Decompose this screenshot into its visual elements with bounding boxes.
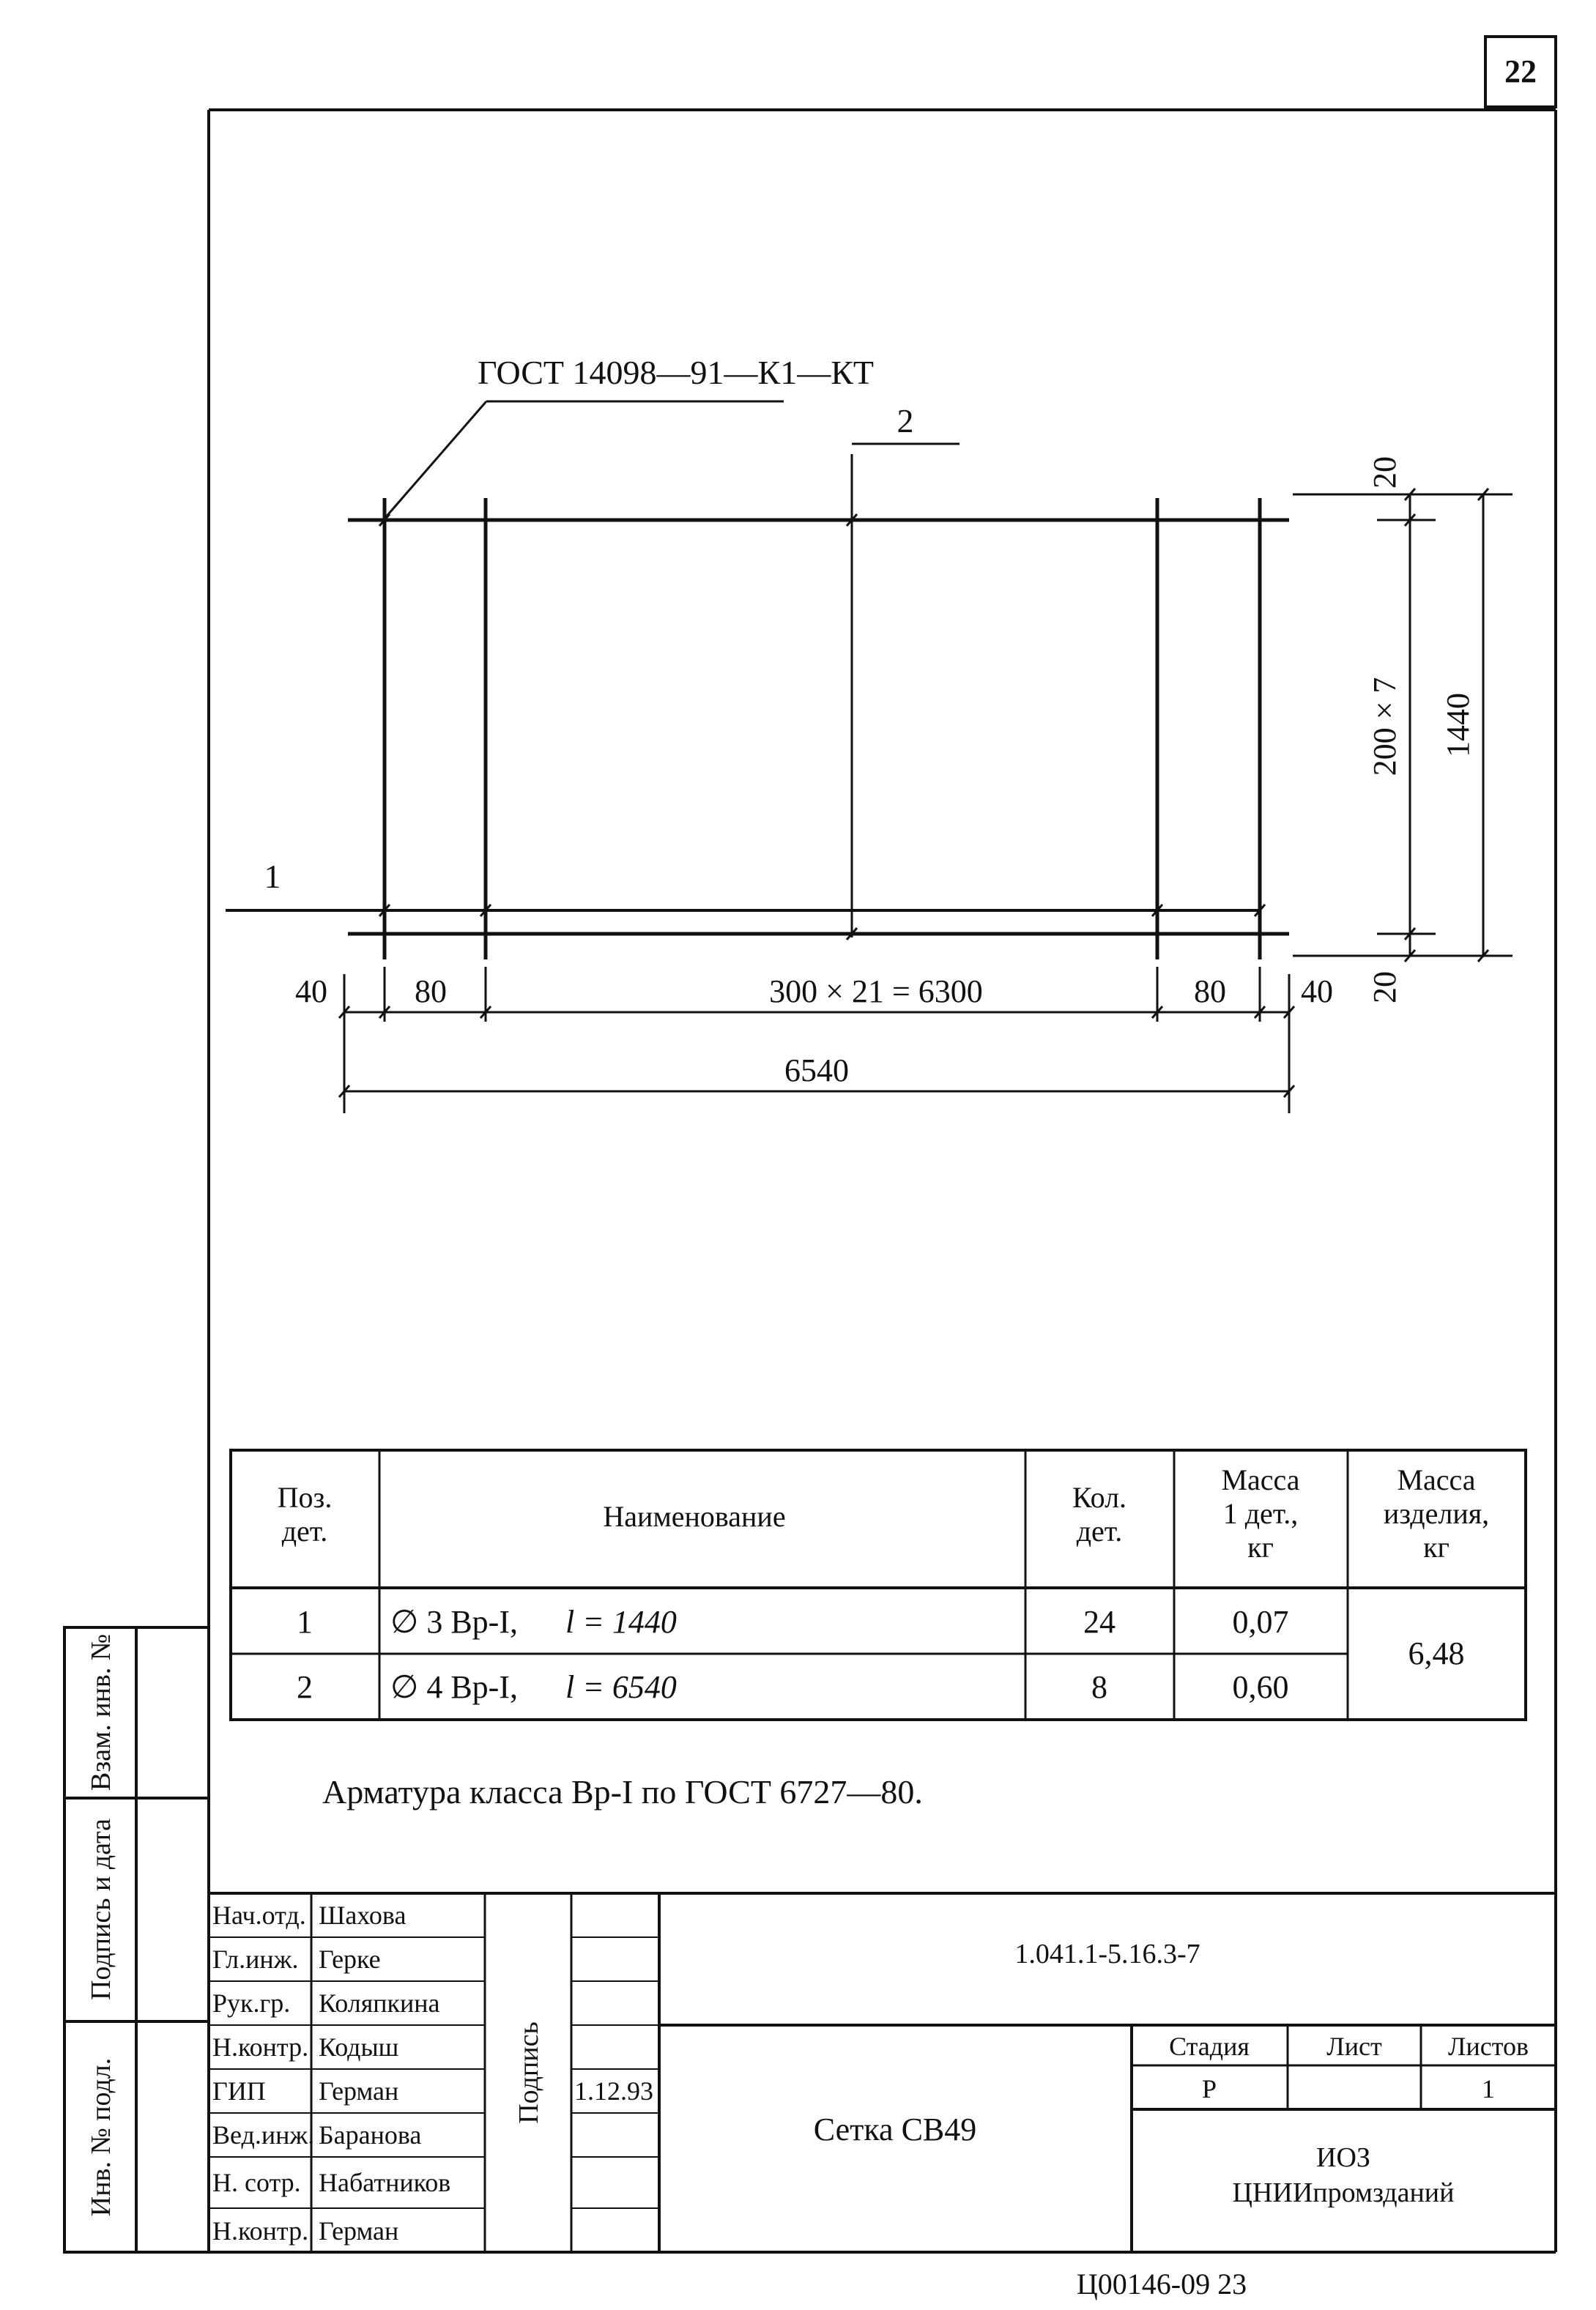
stage-label: Стадия: [1169, 2032, 1250, 2061]
stage-value: Р: [1201, 2074, 1217, 2103]
role-7: Н. сотр.: [212, 2168, 301, 2197]
name-6: Баранова: [319, 2120, 422, 2150]
sheet-number-box: [1485, 37, 1556, 107]
header-name: Наименование: [603, 1500, 786, 1533]
role-5: ГИП: [212, 2076, 266, 2106]
weld-leader: [385, 401, 486, 519]
dim-middle-span: 300 × 21 = 6300: [769, 973, 983, 1009]
doc-code: 1.041.1-5.16.3-7: [1014, 1939, 1200, 1969]
header-total-mass-1: Масса: [1397, 1463, 1476, 1496]
mesh-drawing: [226, 401, 1289, 959]
sheets-value: 1: [1482, 2074, 1495, 2103]
name-8: Герман: [319, 2216, 399, 2246]
dim-right-pitch: 80: [1194, 973, 1226, 1009]
dim-bottom-edge: 20: [1367, 971, 1403, 1003]
sheet-number: 22: [1504, 53, 1537, 89]
row1-pos: 1: [297, 1604, 313, 1640]
dim-overall-length: 6540: [784, 1052, 849, 1088]
header-unit-mass-2: 1 дет.,: [1222, 1497, 1299, 1530]
header-unit-mass-3: кг: [1247, 1531, 1274, 1564]
row1-length: l = 1440: [565, 1604, 677, 1640]
sheet-frame: [64, 110, 1556, 2252]
total-mass: 6,48: [1408, 1635, 1465, 1671]
row2-name: ∅ 4 Вр-I,: [390, 1669, 518, 1705]
org-line2: ЦНИИпромзданий: [1232, 2177, 1455, 2208]
dim-right-edge: 40: [1301, 973, 1333, 1009]
name-1: Шахова: [319, 1901, 407, 1930]
header-qty-1: Кол.: [1072, 1481, 1127, 1514]
row1-unit-mass: 0,07: [1232, 1604, 1289, 1640]
header-pos-1: Поз.: [277, 1481, 333, 1514]
header-total-mass-2: изделия,: [1383, 1497, 1490, 1530]
row1-name: ∅ 3 Вр-I,: [390, 1604, 518, 1640]
row2-pos: 2: [297, 1669, 313, 1705]
dim-height-span: 200 × 7: [1367, 677, 1403, 776]
dim-top-edge: 20: [1367, 456, 1403, 489]
name-2: Герке: [319, 1945, 381, 1974]
weld-note: ГОСТ 14098—91—К1—КТ: [478, 354, 874, 391]
side-stamp-box1: Взам. инв. №: [86, 1633, 116, 1791]
name-4: Кодыш: [319, 2032, 399, 2062]
role-6: Вед.инж.: [212, 2120, 315, 2150]
header-unit-mass-1: Масса: [1221, 1463, 1300, 1496]
row1-qty: 24: [1083, 1604, 1116, 1640]
drawing-title: Сетка СВ49: [813, 2112, 977, 2147]
role-2: Гл.инж.: [212, 1945, 299, 1974]
role-4: Н.контр.: [212, 2032, 309, 2062]
header-pos-2: дет.: [281, 1515, 328, 1548]
row2-qty: 8: [1091, 1669, 1107, 1705]
row2-length: l = 6540: [565, 1669, 677, 1705]
bar1-position-label: 1: [264, 858, 281, 895]
signature-label: Подпись: [513, 2021, 544, 2124]
role-8: Н.контр.: [212, 2216, 309, 2246]
row2-unit-mass: 0,60: [1232, 1669, 1289, 1705]
dim-overall-height: 1440: [1440, 693, 1476, 757]
header-qty-2: дет.: [1076, 1515, 1123, 1548]
name-3: Коляпкина: [319, 1988, 440, 2018]
role-1: Нач.отд.: [212, 1901, 306, 1930]
org-line1: ИОЗ: [1316, 2142, 1370, 2173]
bar2-position-label: 2: [897, 402, 914, 439]
header-total-mass-3: кг: [1423, 1531, 1450, 1564]
name-5: Герман: [319, 2076, 399, 2106]
footer-code: Ц00146-09 23: [1076, 2268, 1247, 2300]
sheet-label: Лист: [1326, 2032, 1382, 2061]
name-7: Набатников: [319, 2168, 451, 2197]
side-stamp-box3: Инв. № подл.: [86, 2057, 116, 2217]
title-block-date: 1.12.93: [574, 2076, 653, 2106]
role-3: Рук.гр.: [212, 1988, 291, 2018]
side-stamp-box2: Подпись и дата: [86, 1818, 116, 2001]
sheets-label: Листов: [1448, 2032, 1529, 2061]
vertical-dimensions: [1293, 489, 1513, 962]
note: Арматура класса Вр-I по ГОСТ 6727—80.: [322, 1773, 923, 1811]
dim-left-edge: 40: [295, 973, 327, 1009]
dim-left-pitch: 80: [415, 973, 447, 1009]
